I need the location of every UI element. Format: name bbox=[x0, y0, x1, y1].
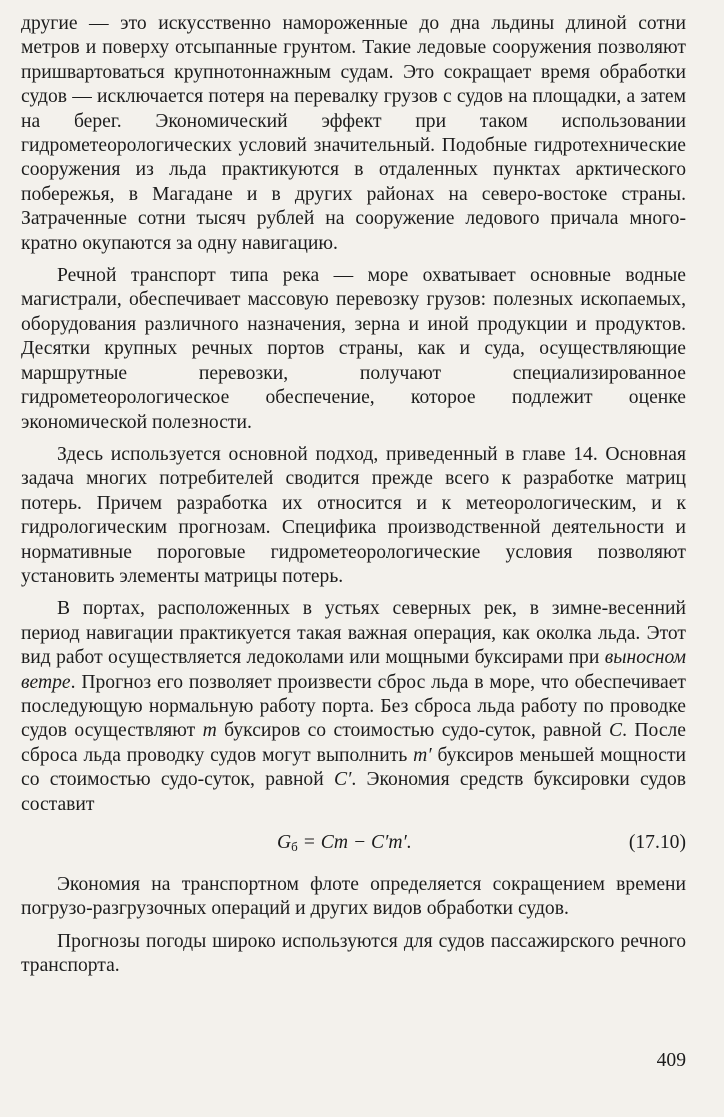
variable-c: C bbox=[609, 720, 623, 742]
paragraph-1: другие — это искусственно намороженные до дна льдины длиной сотни метров и поверху отсыпанные грунтом. Такие ледовые сооружения позволяют пришвартоваться крупнотоннажным судам. Это сокращает время обработки судов — исключается потеря на перевалку грузов с судов на площадки, а затем на берег. Экономический эффект при таком использовании гидрометеорологических условий значительный. Подобные гидротехнические сооружения из льда практикуются в отдаленных пунктах арктического побережья, в Магадане и в других районах на северо-востоке страны. Затраченные сотни тысяч рублей на сооружение ледового причала многократно окупаются за одну навигацию. bbox=[21, 13, 686, 254]
paragraph-4-text-3: буксиров со стоимостью судо-суток, равной bbox=[216, 720, 610, 742]
page-number: 409 bbox=[656, 1050, 686, 1071]
formula-number: (17.10) bbox=[628, 832, 686, 853]
paragraph-4-emphasis: выносном ветре bbox=[21, 647, 686, 693]
paragraph-2: Речной транспорт типа река — море охватывает основные водные магистрали, обеспечивает массовую перевозку грузов: полезных ископаемых, оборудования различного назначения, зерна и иной продукции и продуктов. Десятки крупных речных портов страны, как и суда, осуществляющие маршрутные перевозки, получают специализированное гидрометеорологическое обеспечение, которое подлежит оценке экономической полезности. bbox=[21, 265, 686, 433]
paragraph-4-text-2: . Прогноз его позволяет произвести сброс льда в море, что обеспечивает последующую нормальную работу порта. Без сброса льда работу по проводке судов осуществляют bbox=[21, 671, 686, 742]
paragraph-4-text-6: . Экономия средств буксировки судов составит bbox=[21, 769, 686, 815]
variable-c-prime: C′ bbox=[334, 769, 352, 791]
paragraph-3: Здесь используется основной подход, приведенный в главе 14. Основная задача многих потребителей сводится прежде всего к разработке матриц потерь. Причем разработка их относится и к метеорологическим, и к гидрологическим прогнозам. Специфика производственной деятельности и нормативные пороговые гидрометеорологические условия позволяют установить элементы матрицы потерь. bbox=[21, 443, 686, 587]
variable-m: m bbox=[202, 720, 217, 742]
paragraph-4-text-5: буксиров меньшей мощности со стоимостью судо-суток, равной bbox=[21, 744, 686, 791]
body-text bbox=[21, 12, 686, 979]
formula-lhs-variable: G bbox=[277, 832, 292, 853]
paragraph-4-text-1: В портах, расположенных в устьях северных рек, в зимне-весенний период навигации практикуется такая важная операция, как околка льда. Этот вид работ осуществляется ледоколами или мощными буксирами при bbox=[21, 598, 686, 669]
formula-lhs-subscript: б bbox=[291, 839, 298, 854]
paragraph-4-text-4: . После сброса льда проводку судов могут выполнить bbox=[21, 720, 687, 766]
variable-m-prime: m′ bbox=[413, 744, 432, 766]
paragraph-5: Экономия на транспортном флоте определяется сокращением времени погрузо-разгрузочных операций и других видов обработки судов. bbox=[21, 874, 686, 920]
formula-rhs: = Cm − C′m′. bbox=[297, 832, 412, 853]
paragraph-4 bbox=[21, 597, 686, 817]
formula-expression bbox=[277, 831, 412, 855]
paragraph-6: Прогнозы погоды широко используются для судов пассажирского речного транспорта. bbox=[21, 930, 686, 977]
formula-17-10 bbox=[21, 831, 686, 855]
